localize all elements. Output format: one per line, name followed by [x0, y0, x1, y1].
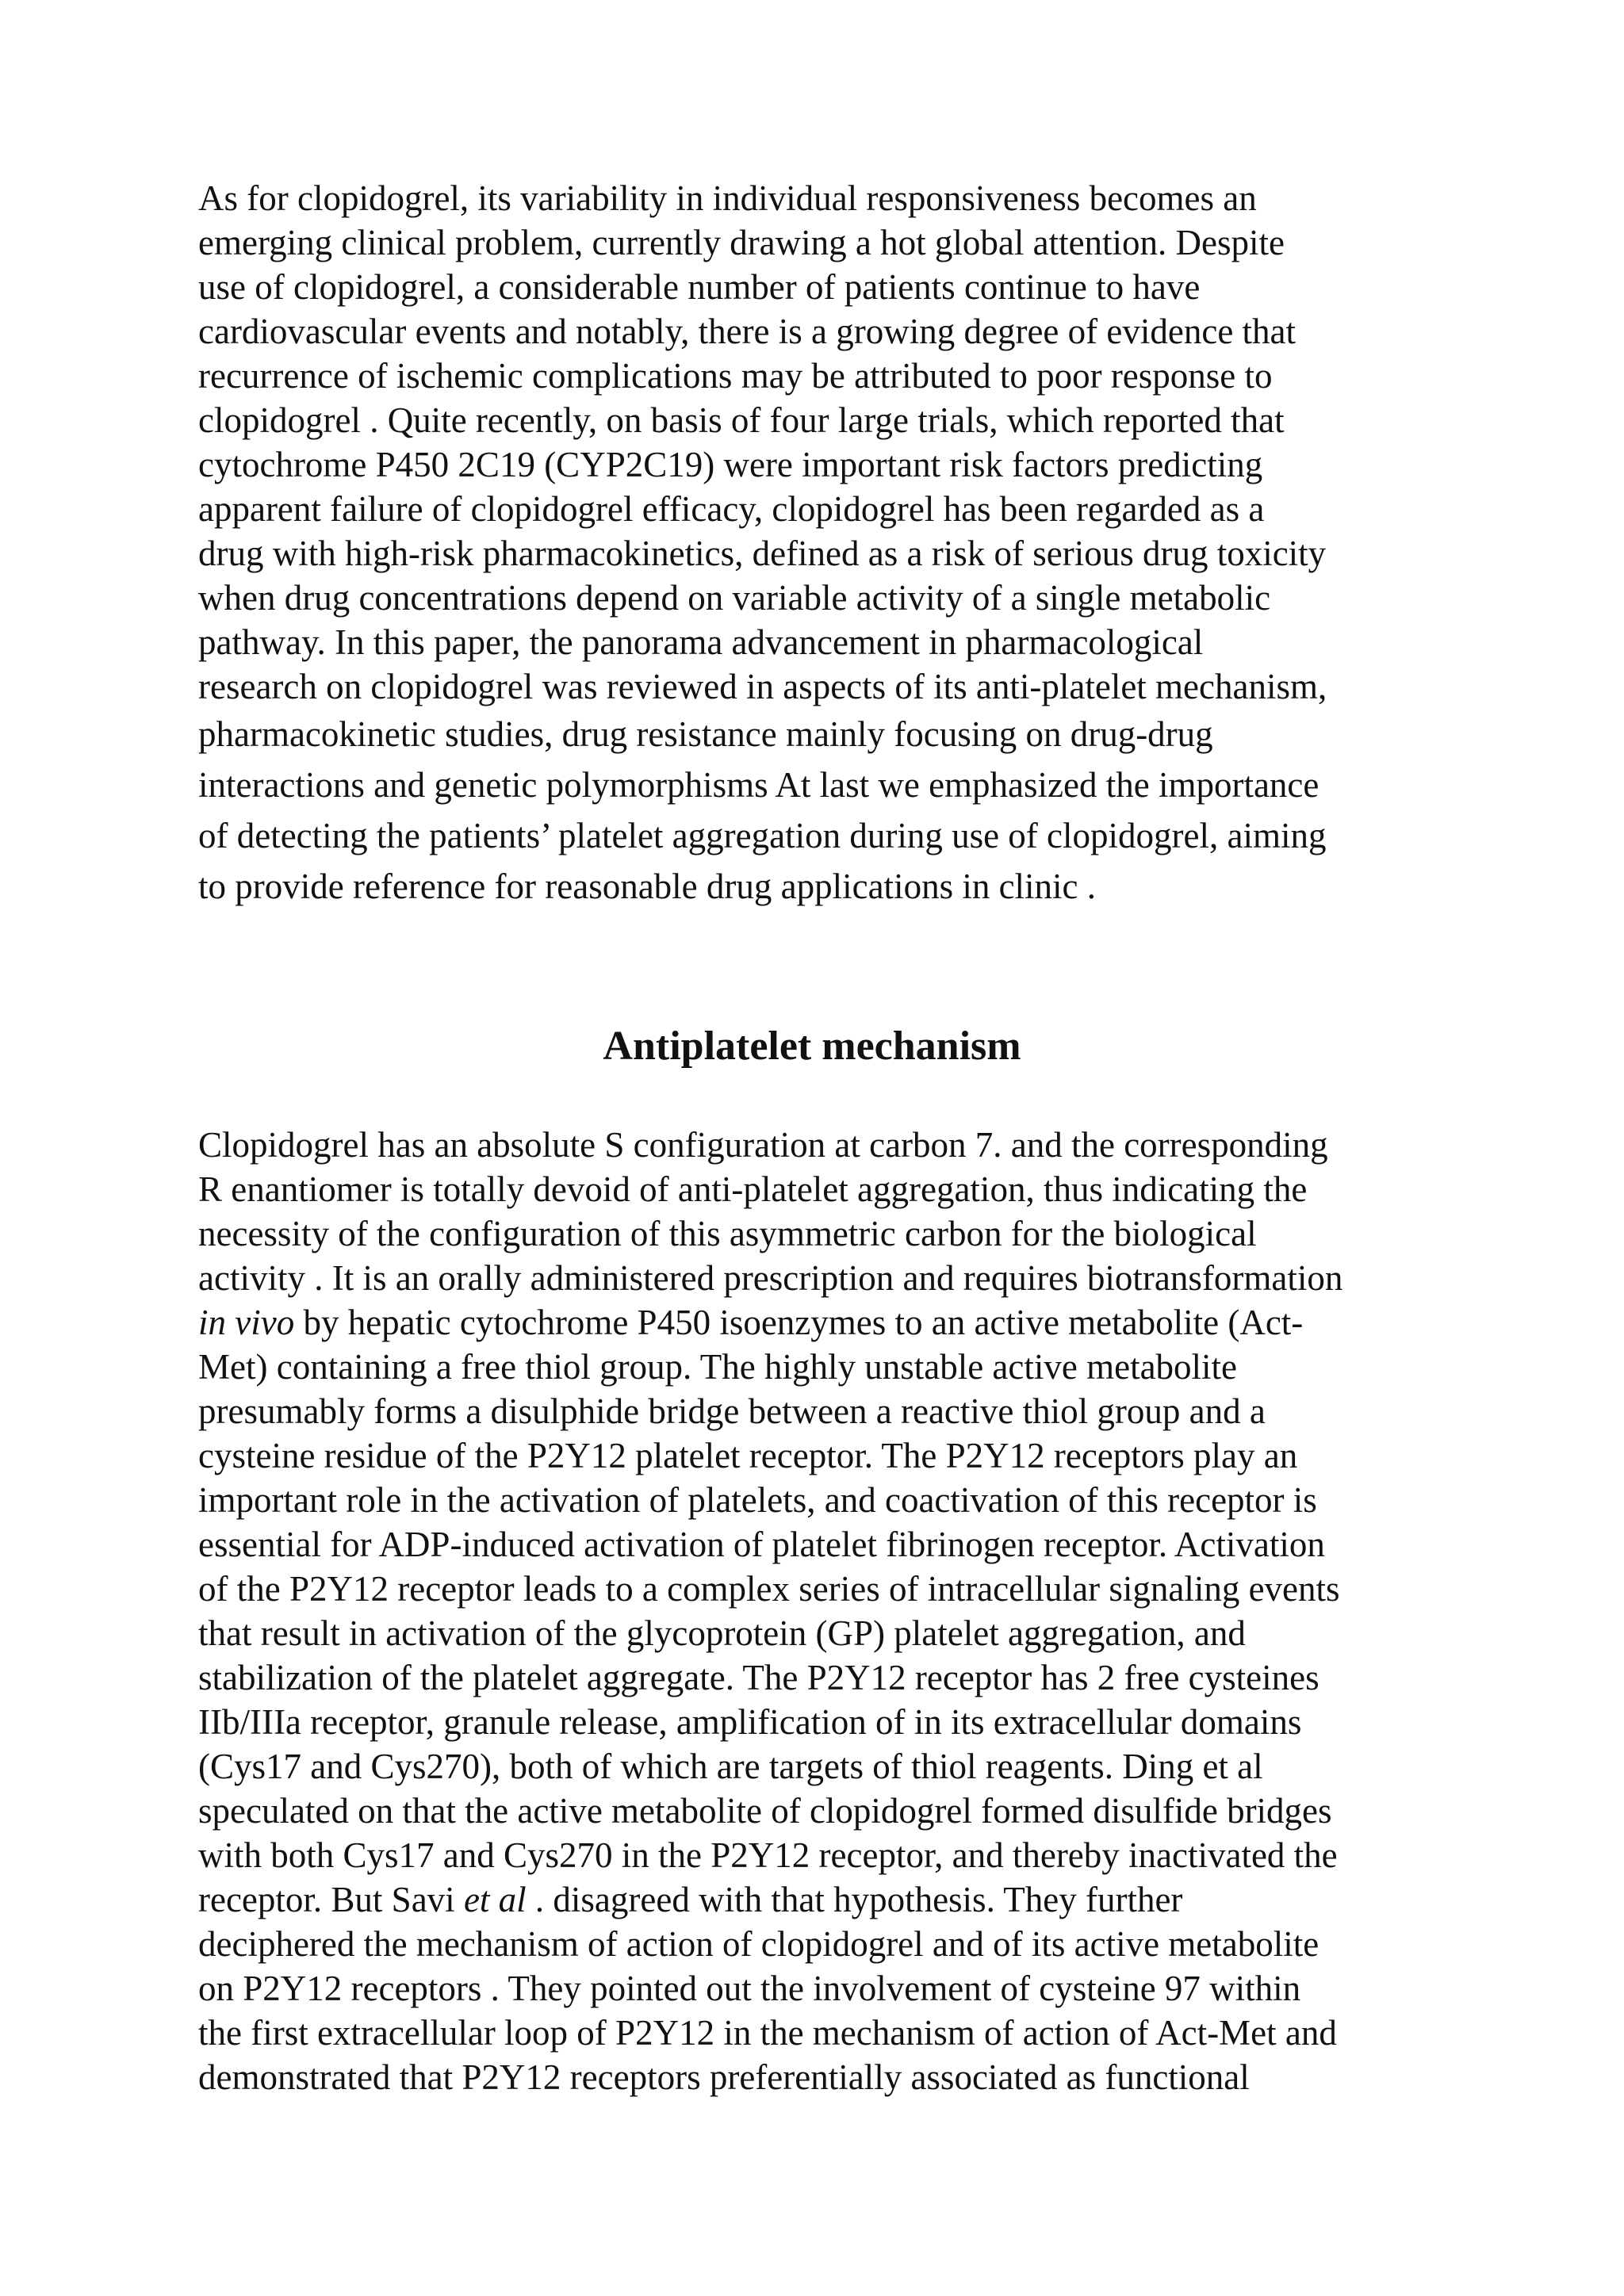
text-line: cytochrome P450 2C19 (CYP2C19) were important risk factors predicting [198, 445, 1263, 484]
text-line: demonstrated that P2Y12 receptors preferentially associated as functional [198, 2057, 1250, 2097]
text-line [198, 1300, 1451, 1345]
abstract-paragraph [198, 176, 1451, 912]
italic-term: et al [463, 1880, 527, 1919]
text-line: IIb/IIIa receptor, granule release, amplification of in its extracellular domains [198, 1702, 1302, 1742]
text-line: when drug concentrations depend on variable activity of a single metabolic [198, 578, 1271, 618]
section-paragraph [198, 1123, 1451, 2099]
text-line: (Cys17 and Cys270), both of which are targets of thiol reagents. Ding et al [198, 1747, 1263, 1786]
text-line: Met) containing a free thiol group. The highly unstable active metabolite [198, 1347, 1238, 1387]
text-line: clopidogrel . Quite recently, on basis of four large trials, which reported that [198, 400, 1285, 440]
text-line: use of clopidogrel, a considerable number of patients continue to have [198, 267, 1201, 307]
text-line: on P2Y12 receptors . They pointed out the involvement of cysteine 97 within [198, 1969, 1301, 2008]
section-heading: Antiplatelet mechanism [603, 1024, 1021, 1069]
text-line: necessity of the configuration of this asymmetric carbon for the biological [198, 1214, 1257, 1253]
text-line: pharmacokinetic studies, drug resistance mainly focusing on drug-drug [198, 714, 1213, 754]
text-line: cardiovascular events and notably, there is a growing degree of evidence that [198, 312, 1297, 351]
text-line: research on clopidogrel was reviewed in aspects of its anti-platelet mechanism, [198, 667, 1327, 706]
text-line: that result in activation of the glycoprotein (GP) platelet aggregation, and [198, 1613, 1246, 1653]
text-line: R enantiomer is totally devoid of anti-platelet aggregation, thus indicating the [198, 1169, 1308, 1209]
text-line: deciphered the mechanism of action of clopidogrel and of its active metabolite [198, 1924, 1320, 1964]
text-line: important role in the activation of platelets, and coactivation of this receptor is [198, 1480, 1317, 1520]
text-line: cysteine residue of the P2Y12 platelet receptor. The P2Y12 receptors play an [198, 1436, 1298, 1475]
text-line: to provide reference for reasonable drug applications in clinic . [198, 867, 1097, 906]
text-line: speculated on that the active metabolite of clopidogrel formed disulfide bridges [198, 1791, 1332, 1831]
text-line: presumably forms a disulphide bridge between a reactive thiol group and a [198, 1391, 1266, 1431]
text-line: of the P2Y12 receptor leads to a complex series of intracellular signaling events [198, 1569, 1340, 1609]
text-fragment: receptor. But Savi [198, 1880, 464, 1919]
text-fragment: by hepatic cytochrome P450 isoenzymes to an active metabolite (Act- [294, 1303, 1304, 1342]
text-line: activity . It is an orally administered prescription and requires biotransformation [198, 1258, 1343, 1298]
text-line: stabilization of the platelet aggregate. The P2Y12 receptor has 2 free cysteines [198, 1658, 1320, 1697]
text-line: Clopidogrel has an absolute S configuration at carbon 7. and the corresponding [198, 1125, 1328, 1165]
text-line: apparent failure of clopidogrel efficacy, clopidogrel has been regarded as a [198, 489, 1265, 529]
text-line: recurrence of ischemic complications may be attributed to poor response to [198, 356, 1273, 396]
text-line: As for clopidogrel, its variability in individual responsiveness becomes an [198, 178, 1257, 218]
text-line: of detecting the patients’ platelet aggregation during use of clopidogrel, aiming [198, 816, 1327, 855]
text-line: drug with high-risk pharmacokinetics, defined as a risk of serious drug toxicity [198, 534, 1327, 573]
text-line [198, 1877, 1451, 1922]
text-line: emerging clinical problem, currently drawing a hot global attention. Despite [198, 223, 1285, 262]
text-fragment: . disagreed with that hypothesis. They further [526, 1880, 1183, 1919]
italic-term: in vivo [198, 1303, 295, 1342]
text-line: the first extracellular loop of P2Y12 in the mechanism of action of Act-Met and [198, 2013, 1337, 2053]
text-line: essential for ADP-induced activation of platelet fibrinogen receptor. Activation [198, 1525, 1325, 1564]
text-line: pathway. In this paper, the panorama advancement in pharmacological [198, 622, 1204, 662]
text-line: interactions and genetic polymorphisms At last we emphasized the importance [198, 765, 1320, 805]
text-line: with both Cys17 and Cys270 in the P2Y12 receptor, and thereby inactivated the [198, 1835, 1338, 1875]
